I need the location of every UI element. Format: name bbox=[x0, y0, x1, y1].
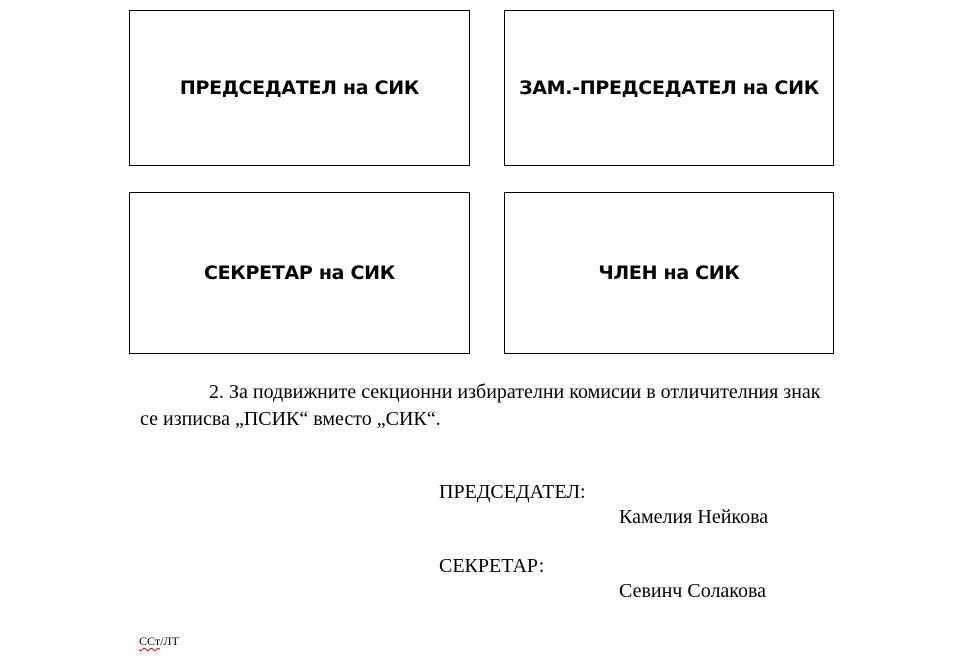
badge-deputy-chairman bbox=[504, 10, 834, 166]
author-initials-rest: /ЛТ bbox=[160, 634, 179, 648]
badge-secretary bbox=[129, 192, 470, 354]
badge-member-label: ЧЛЕН на СИК bbox=[598, 262, 740, 284]
badge-secretary-label: СЕКРЕТАР на СИК bbox=[203, 262, 395, 284]
signature-chairman-name: Камелия Нейкова bbox=[619, 506, 769, 528]
badge-chairman-label: ПРЕДСЕДАТЕЛ на СИК bbox=[179, 77, 420, 99]
decision-paragraph: 2. За подвижните секционни избирателни комисии в отличителния знак се изписва „ПСИК“ вместо „СИК“. bbox=[140, 381, 821, 430]
signature-secretary-name: Севинч Солакова bbox=[619, 580, 767, 602]
badge-deputy-chairman-label: ЗАМ.-ПРЕДСЕДАТЕЛ на СИК bbox=[519, 77, 819, 99]
signature-secretary-role: СЕКРЕТАР: bbox=[439, 555, 545, 577]
author-initials-first: ССт bbox=[139, 634, 161, 648]
badge-member bbox=[504, 192, 834, 354]
signature-chairman-role: ПРЕДСЕДАТЕЛ: bbox=[439, 481, 586, 503]
badge-chairman bbox=[129, 10, 470, 166]
author-initials bbox=[139, 634, 179, 648]
